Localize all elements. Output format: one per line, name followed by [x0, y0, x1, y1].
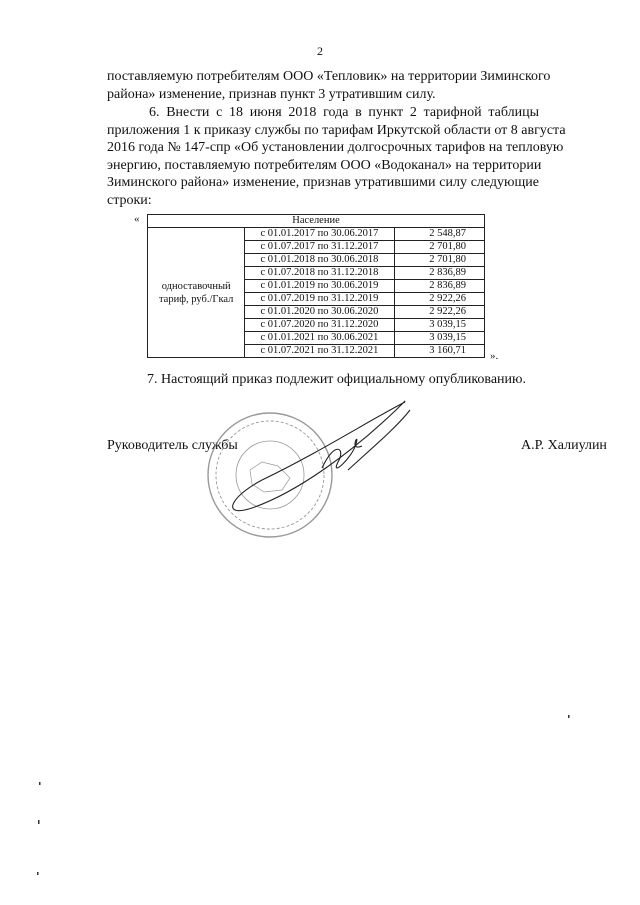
period-cell: с 01.01.2021 по 30.06.2021: [245, 332, 394, 345]
period-cell: с 01.07.2019 по 31.12.2019: [245, 293, 394, 306]
value-cell: 3 039,15: [394, 332, 484, 345]
period-cell: с 01.01.2017 по 30.06.2017: [245, 228, 394, 241]
period-cell: с 01.01.2018 по 30.06.2018: [245, 254, 394, 267]
table-header: Население: [148, 215, 485, 228]
text-line: 2016 года № 147-спр «Об установлении долгосрочных тарифов на тепловую: [107, 140, 564, 155]
value-cell: 3 160,71: [394, 345, 484, 358]
period-cell: с 01.07.2018 по 31.12.2018: [245, 267, 394, 280]
value-cell: 2 701,80: [394, 241, 484, 254]
table-close-quote: ».: [490, 350, 499, 362]
text-line: района» изменение, признав пункт 3 утратившим силу.: [107, 86, 436, 102]
text-line: 6. Внести с 18 июня 2018 года в пункт 2 тарифной таблицы: [149, 105, 539, 120]
period-cell: с 01.01.2020 по 30.06.2020: [245, 306, 394, 319]
value-cell: 2 836,89: [394, 280, 484, 293]
page-number: 2: [317, 44, 323, 58]
text-line: поставляемую потребителям ООО «Тепловик» на территории Зиминского: [107, 69, 551, 84]
signatory-position: Руководитель службы: [107, 438, 238, 453]
text-line: Зиминского района» изменение, признав утратившими силу следующие: [107, 175, 539, 190]
period-cell: с 01.01.2019 по 30.06.2019: [245, 280, 394, 293]
period-cell: с 01.07.2020 по 31.12.2020: [245, 319, 394, 332]
scan-specks: [37, 715, 570, 875]
value-cell: 2 548,87: [394, 228, 484, 241]
text-line: приложения 1 к приказу службы по тарифам Иркутской области от 8 августа: [107, 122, 566, 138]
value-cell: 2 922,26: [394, 306, 484, 319]
tariff-category: одноставочный тариф, руб./Гкал: [148, 228, 245, 358]
value-cell: 2 836,89: [394, 267, 484, 280]
paragraph-7: 7. Настоящий приказ подлежит официальному опубликованию.: [147, 372, 526, 387]
value-cell: 3 039,15: [394, 319, 484, 332]
handwritten-signature: [233, 401, 410, 511]
table-open-quote: «: [134, 213, 140, 225]
value-cell: 2 922,26: [394, 293, 484, 306]
value-cell: 2 701,80: [394, 254, 484, 267]
text-line: строки:: [107, 192, 152, 208]
period-cell: с 01.07.2021 по 31.12.2021: [245, 345, 394, 358]
official-stamp: [208, 413, 332, 537]
period-cell: с 01.07.2017 по 31.12.2017: [245, 241, 394, 254]
signatory-name: А.Р. Халиулин: [521, 438, 607, 453]
text-line: энергию, поставляемую потребителям ООО «Водоканал» на территории: [107, 157, 542, 173]
